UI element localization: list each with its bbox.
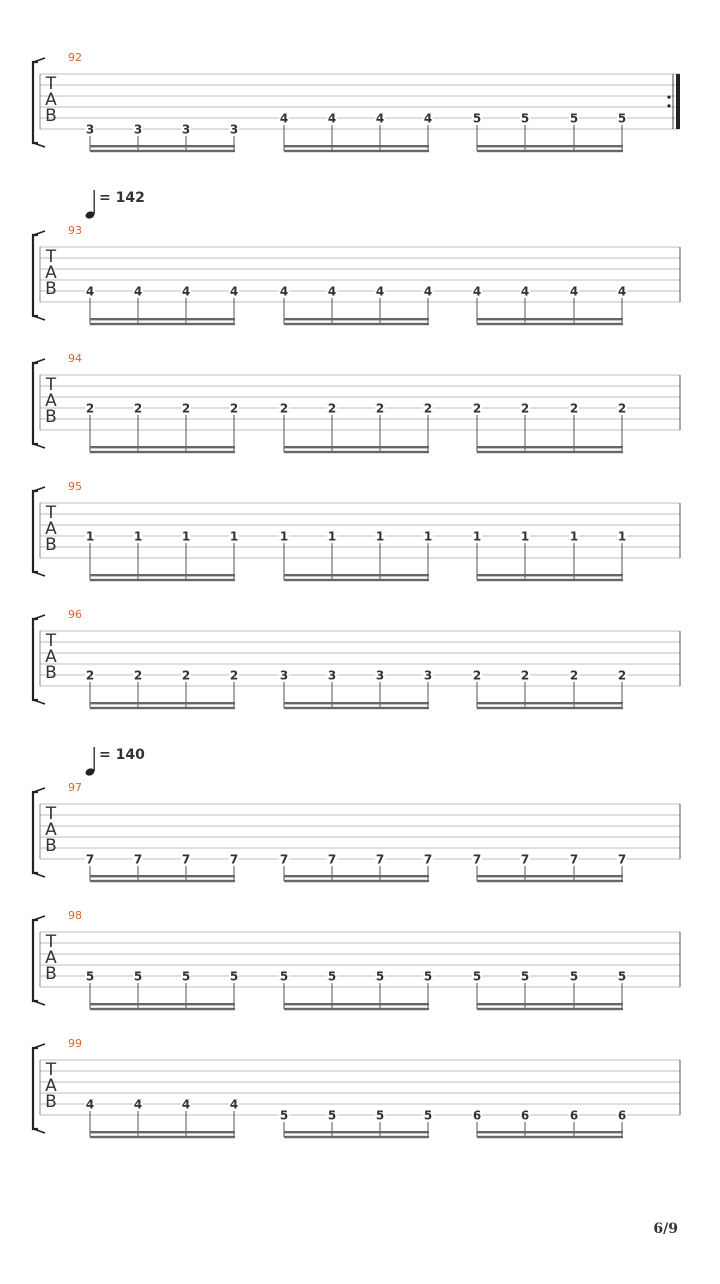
beam-secondary bbox=[90, 451, 235, 453]
tab-clef-letter: T bbox=[45, 932, 57, 952]
beam-primary bbox=[477, 1003, 623, 1005]
beam-secondary bbox=[477, 451, 623, 453]
fret-number: 4 bbox=[327, 111, 337, 126]
tab-clef-letter: B bbox=[45, 407, 57, 427]
tab-clef-letter: A bbox=[45, 519, 57, 539]
fret-number: 6 bbox=[472, 1108, 482, 1123]
fret-number: 1 bbox=[423, 529, 433, 544]
fret-number: 5 bbox=[569, 111, 579, 126]
fret-number: 7 bbox=[133, 852, 143, 867]
fret-number: 4 bbox=[279, 111, 289, 126]
beam-primary bbox=[284, 875, 429, 877]
fret-number: 6 bbox=[520, 1108, 530, 1123]
fret-number: 2 bbox=[520, 668, 530, 683]
fret-number: 7 bbox=[279, 852, 289, 867]
fret-number: 7 bbox=[85, 852, 95, 867]
bracket-top-hook bbox=[34, 58, 46, 62]
fret-number: 4 bbox=[472, 284, 482, 299]
tab-system bbox=[33, 352, 680, 453]
fret-number: 1 bbox=[327, 529, 337, 544]
tab-system bbox=[33, 608, 680, 709]
fret-number: 7 bbox=[181, 852, 191, 867]
fret-number: 4 bbox=[133, 284, 143, 299]
tab-system bbox=[33, 480, 680, 581]
bracket-top-hook bbox=[34, 487, 46, 491]
measure-number: 96 bbox=[68, 608, 82, 621]
fret-number: 4 bbox=[423, 284, 433, 299]
fret-number: 5 bbox=[181, 969, 191, 984]
fret-number: 3 bbox=[279, 668, 289, 683]
fret-number: 2 bbox=[133, 401, 143, 416]
tab-clef-letter: A bbox=[45, 647, 57, 667]
beam-primary bbox=[477, 446, 623, 448]
fret-number: 1 bbox=[133, 529, 143, 544]
tab-clef-letter: A bbox=[45, 820, 57, 840]
fret-number: 2 bbox=[181, 401, 191, 416]
system-bracket bbox=[33, 792, 38, 873]
fret-number: 2 bbox=[569, 668, 579, 683]
fret-number: 3 bbox=[423, 668, 433, 683]
tab-clef-letter: T bbox=[45, 804, 57, 824]
beam-primary bbox=[284, 1131, 429, 1133]
system-bracket bbox=[33, 235, 38, 316]
fret-number: 2 bbox=[423, 401, 433, 416]
fret-number: 5 bbox=[279, 969, 289, 984]
beam-primary bbox=[90, 446, 235, 448]
beam-secondary bbox=[284, 880, 429, 882]
fret-number: 2 bbox=[327, 401, 337, 416]
fret-number: 2 bbox=[85, 668, 95, 683]
fret-number: 1 bbox=[229, 529, 239, 544]
fret-number: 6 bbox=[617, 1108, 627, 1123]
measure-number: 93 bbox=[68, 224, 82, 237]
fret-number: 2 bbox=[520, 401, 530, 416]
beam-secondary bbox=[284, 1008, 429, 1010]
tab-clef-letter: A bbox=[45, 391, 57, 411]
fret-number: 2 bbox=[229, 401, 239, 416]
fret-number: 2 bbox=[181, 668, 191, 683]
fret-number: 3 bbox=[375, 668, 385, 683]
fret-number: 6 bbox=[569, 1108, 579, 1123]
fret-number: 2 bbox=[472, 668, 482, 683]
measure-number: 92 bbox=[68, 51, 82, 64]
tab-clef-letter: B bbox=[45, 535, 57, 555]
fret-number: 7 bbox=[327, 852, 337, 867]
beam-secondary bbox=[90, 1008, 235, 1010]
tempo-marking: = 142 bbox=[99, 190, 145, 206]
bracket-top-hook bbox=[34, 615, 46, 619]
tab-clef-letter: B bbox=[45, 663, 57, 683]
fret-number: 4 bbox=[85, 284, 95, 299]
tab-clef-letter: T bbox=[45, 247, 57, 267]
beam-primary bbox=[90, 1131, 235, 1133]
beam-primary bbox=[284, 145, 429, 147]
beam-secondary bbox=[284, 707, 429, 709]
tempo-marking: = 140 bbox=[99, 747, 145, 763]
beam-primary bbox=[90, 702, 235, 704]
beam-secondary bbox=[284, 451, 429, 453]
beam-secondary bbox=[477, 1136, 623, 1138]
fret-number: 3 bbox=[181, 122, 191, 137]
bracket-top-hook bbox=[34, 1044, 46, 1048]
fret-number: 5 bbox=[327, 969, 337, 984]
bracket-bottom-hook bbox=[34, 143, 46, 147]
beam-primary bbox=[284, 318, 429, 320]
system-bracket bbox=[33, 62, 38, 143]
beam-secondary bbox=[284, 1136, 429, 1138]
system-bracket bbox=[33, 920, 38, 1001]
fret-number: 4 bbox=[423, 111, 433, 126]
tab-clef-letter: B bbox=[45, 279, 57, 299]
beam-primary bbox=[90, 145, 235, 147]
fret-number: 5 bbox=[569, 969, 579, 984]
fret-number: 2 bbox=[569, 401, 579, 416]
bracket-top-hook bbox=[34, 231, 46, 235]
fret-number: 7 bbox=[617, 852, 627, 867]
fret-number: 5 bbox=[472, 111, 482, 126]
beam-primary bbox=[284, 446, 429, 448]
fret-number: 4 bbox=[133, 1097, 143, 1112]
beam-secondary bbox=[477, 579, 623, 581]
fret-number: 5 bbox=[85, 969, 95, 984]
beam-secondary bbox=[477, 1008, 623, 1010]
beam-primary bbox=[90, 574, 235, 576]
fret-number: 5 bbox=[133, 969, 143, 984]
beam-primary bbox=[284, 574, 429, 576]
fret-number: 3 bbox=[229, 122, 239, 137]
beam-secondary bbox=[284, 150, 429, 152]
fret-number: 7 bbox=[472, 852, 482, 867]
fret-number: 5 bbox=[375, 1108, 385, 1123]
beam-primary bbox=[90, 875, 235, 877]
bracket-bottom-hook bbox=[34, 873, 46, 877]
fret-number: 7 bbox=[423, 852, 433, 867]
fret-number: 4 bbox=[375, 284, 385, 299]
beam-secondary bbox=[90, 579, 235, 581]
repeat-thick-barline bbox=[676, 74, 680, 129]
measure-number: 98 bbox=[68, 909, 82, 922]
tab-clef-letter: B bbox=[45, 964, 57, 984]
system-bracket bbox=[33, 363, 38, 444]
tab-clef-letter: A bbox=[45, 263, 57, 283]
fret-number: 4 bbox=[181, 1097, 191, 1112]
fret-number: 5 bbox=[327, 1108, 337, 1123]
page-number: 6/9 bbox=[653, 1221, 678, 1237]
system-bracket bbox=[33, 491, 38, 572]
beam-primary bbox=[477, 702, 623, 704]
beam-secondary bbox=[477, 150, 623, 152]
fret-number: 1 bbox=[279, 529, 289, 544]
fret-number: 2 bbox=[617, 668, 627, 683]
fret-number: 4 bbox=[279, 284, 289, 299]
beam-primary bbox=[284, 1003, 429, 1005]
tab-clef-letter: A bbox=[45, 1076, 57, 1096]
fret-number: 7 bbox=[375, 852, 385, 867]
fret-number: 4 bbox=[617, 284, 627, 299]
bracket-bottom-hook bbox=[34, 700, 46, 704]
tab-system bbox=[33, 747, 680, 882]
fret-number: 1 bbox=[472, 529, 482, 544]
fret-number: 5 bbox=[472, 969, 482, 984]
fret-number: 7 bbox=[520, 852, 530, 867]
tab-clef-letter: A bbox=[45, 90, 57, 110]
beam-primary bbox=[90, 318, 235, 320]
beam-secondary bbox=[90, 707, 235, 709]
fret-number: 7 bbox=[229, 852, 239, 867]
fret-number: 1 bbox=[85, 529, 95, 544]
tab-clef-letter: T bbox=[45, 74, 57, 94]
fret-number: 4 bbox=[229, 1097, 239, 1112]
fret-number: 4 bbox=[520, 284, 530, 299]
bracket-bottom-hook bbox=[34, 572, 46, 576]
fret-number: 2 bbox=[85, 401, 95, 416]
fret-number: 2 bbox=[472, 401, 482, 416]
tab-clef-letter: B bbox=[45, 106, 57, 126]
fret-number: 5 bbox=[617, 969, 627, 984]
tab-system bbox=[33, 51, 680, 152]
bracket-top-hook bbox=[34, 788, 46, 792]
fret-number: 4 bbox=[327, 284, 337, 299]
fret-number: 1 bbox=[181, 529, 191, 544]
fret-number: 5 bbox=[375, 969, 385, 984]
tab-clef-letter: B bbox=[45, 1092, 57, 1112]
beam-primary bbox=[477, 574, 623, 576]
fret-number: 3 bbox=[133, 122, 143, 137]
bracket-bottom-hook bbox=[34, 1001, 46, 1005]
fret-number: 5 bbox=[617, 111, 627, 126]
fret-number: 2 bbox=[279, 401, 289, 416]
tab-clef-letter: T bbox=[45, 1060, 57, 1080]
measure-number: 95 bbox=[68, 480, 82, 493]
system-bracket bbox=[33, 1048, 38, 1129]
fret-number: 2 bbox=[229, 668, 239, 683]
tab-clef-letter: T bbox=[45, 503, 57, 523]
fret-number: 2 bbox=[617, 401, 627, 416]
tab-clef-letter: A bbox=[45, 948, 57, 968]
system-bracket bbox=[33, 619, 38, 700]
beam-primary bbox=[284, 702, 429, 704]
tab-clef-letter: T bbox=[45, 375, 57, 395]
repeat-dot bbox=[667, 104, 670, 107]
fret-number: 4 bbox=[375, 111, 385, 126]
beam-primary bbox=[477, 318, 623, 320]
tab-clef-letter: B bbox=[45, 836, 57, 856]
fret-number: 1 bbox=[520, 529, 530, 544]
fret-number: 5 bbox=[279, 1108, 289, 1123]
fret-number: 4 bbox=[181, 284, 191, 299]
beam-secondary bbox=[477, 323, 623, 325]
fret-number: 2 bbox=[133, 668, 143, 683]
beam-secondary bbox=[477, 880, 623, 882]
beam-secondary bbox=[284, 579, 429, 581]
fret-number: 3 bbox=[85, 122, 95, 137]
bracket-top-hook bbox=[34, 359, 46, 363]
fret-number: 5 bbox=[520, 969, 530, 984]
beam-secondary bbox=[90, 150, 235, 152]
beam-primary bbox=[477, 1131, 623, 1133]
beam-primary bbox=[90, 1003, 235, 1005]
beam-secondary bbox=[90, 1136, 235, 1138]
tab-system bbox=[33, 190, 680, 325]
tab-clef-letter: T bbox=[45, 631, 57, 651]
fret-number: 5 bbox=[423, 969, 433, 984]
fret-number: 5 bbox=[423, 1108, 433, 1123]
repeat-dot bbox=[667, 96, 670, 99]
beam-secondary bbox=[477, 707, 623, 709]
measure-number: 97 bbox=[68, 781, 82, 794]
beam-secondary bbox=[90, 323, 235, 325]
fret-number: 2 bbox=[375, 401, 385, 416]
bracket-bottom-hook bbox=[34, 316, 46, 320]
fret-number: 3 bbox=[327, 668, 337, 683]
beam-secondary bbox=[90, 880, 235, 882]
beam-primary bbox=[477, 875, 623, 877]
bracket-bottom-hook bbox=[34, 444, 46, 448]
tab-system bbox=[33, 1037, 680, 1138]
fret-number: 1 bbox=[569, 529, 579, 544]
fret-number: 1 bbox=[375, 529, 385, 544]
fret-number: 5 bbox=[520, 111, 530, 126]
fret-number: 4 bbox=[85, 1097, 95, 1112]
tab-system bbox=[33, 909, 680, 1010]
beam-secondary bbox=[284, 323, 429, 325]
beam-primary bbox=[477, 145, 623, 147]
bracket-bottom-hook bbox=[34, 1129, 46, 1133]
measure-number: 99 bbox=[68, 1037, 82, 1050]
fret-number: 1 bbox=[617, 529, 627, 544]
fret-number: 7 bbox=[569, 852, 579, 867]
measure-number: 94 bbox=[68, 352, 82, 365]
fret-number: 4 bbox=[229, 284, 239, 299]
fret-number: 4 bbox=[569, 284, 579, 299]
fret-number: 5 bbox=[229, 969, 239, 984]
bracket-top-hook bbox=[34, 916, 46, 920]
